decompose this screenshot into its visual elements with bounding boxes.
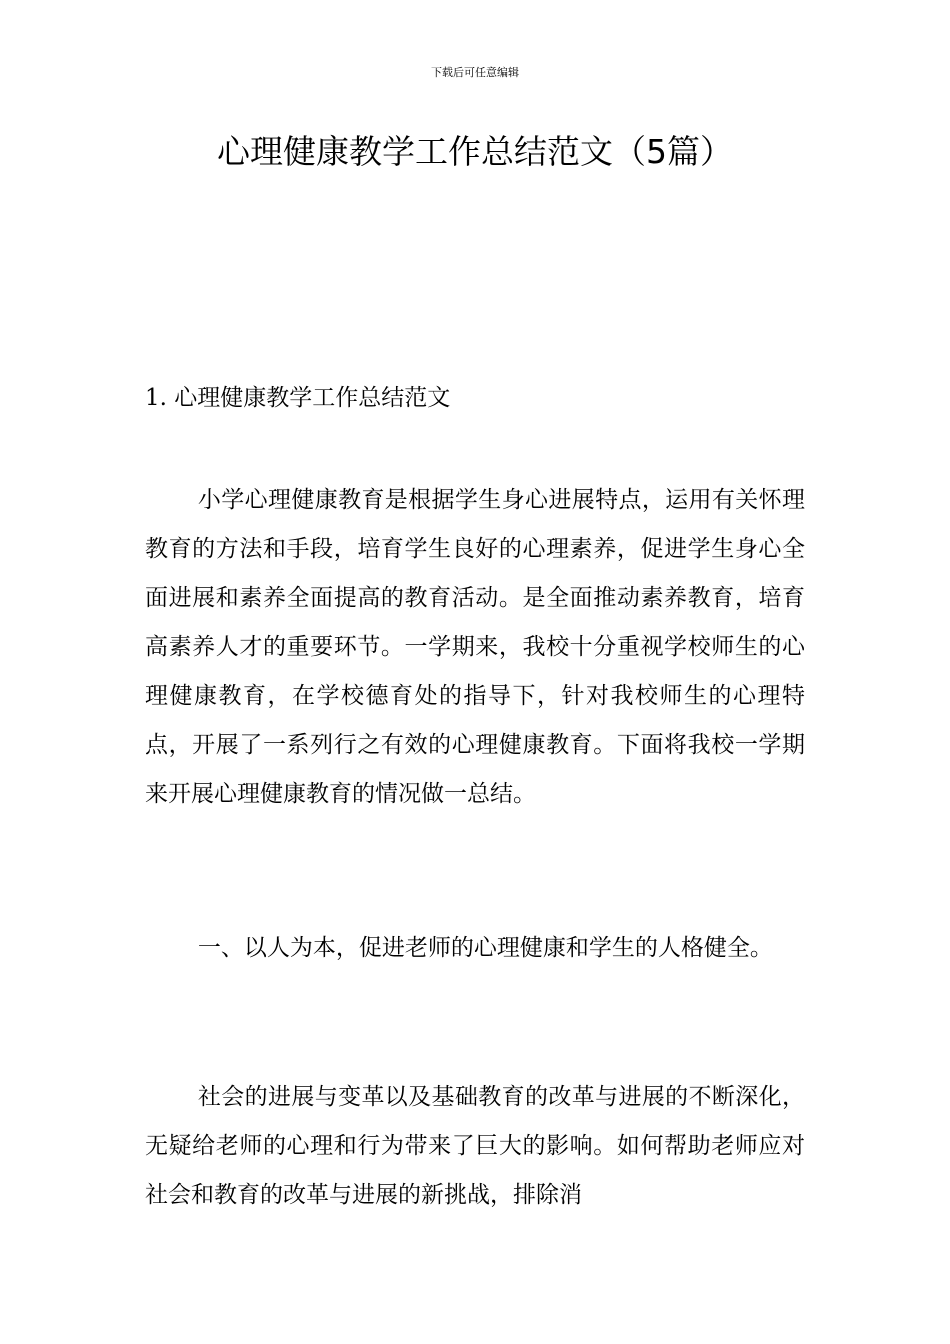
body-paragraph-section-one-heading: 一、以人为本，促进老师的心理健康和学生的人格健全。 [197, 935, 773, 961]
body-paragraph-section-one-text: 社会的进展与变革以及基础教育的改革与进展的不断深化，无疑给老师的心理和行为带来了巨大的影响。如何帮助老师应对社会和教育的改革与进展的新挑战，排除消 [145, 1084, 805, 1208]
section-heading: 1. 心理健康教学工作总结范文 [145, 385, 451, 411]
document-title: 心理健康教学工作总结范文（5篇） [217, 132, 733, 171]
header-note: 下载后可任意编辑 [431, 66, 519, 79]
body-paragraph-intro: 小学心理健康教育是根据学生身心进展特点，运用有关怀理教育的方法和手段，培育学生良好的心理素养，促进学生身心全面进展和素养全面提高的教育活动。是全面推动素养教育，培育高素养人才的重要环节。一学期来，我校十分重视学校师生的心理健康教育，在学校德育处的指导下，针对我校师生的心理特点，开展了一系列行之有效的心理健康教育。下面将我校一学期来开展心理健康教育的情况做一总结。 [145, 487, 805, 807]
